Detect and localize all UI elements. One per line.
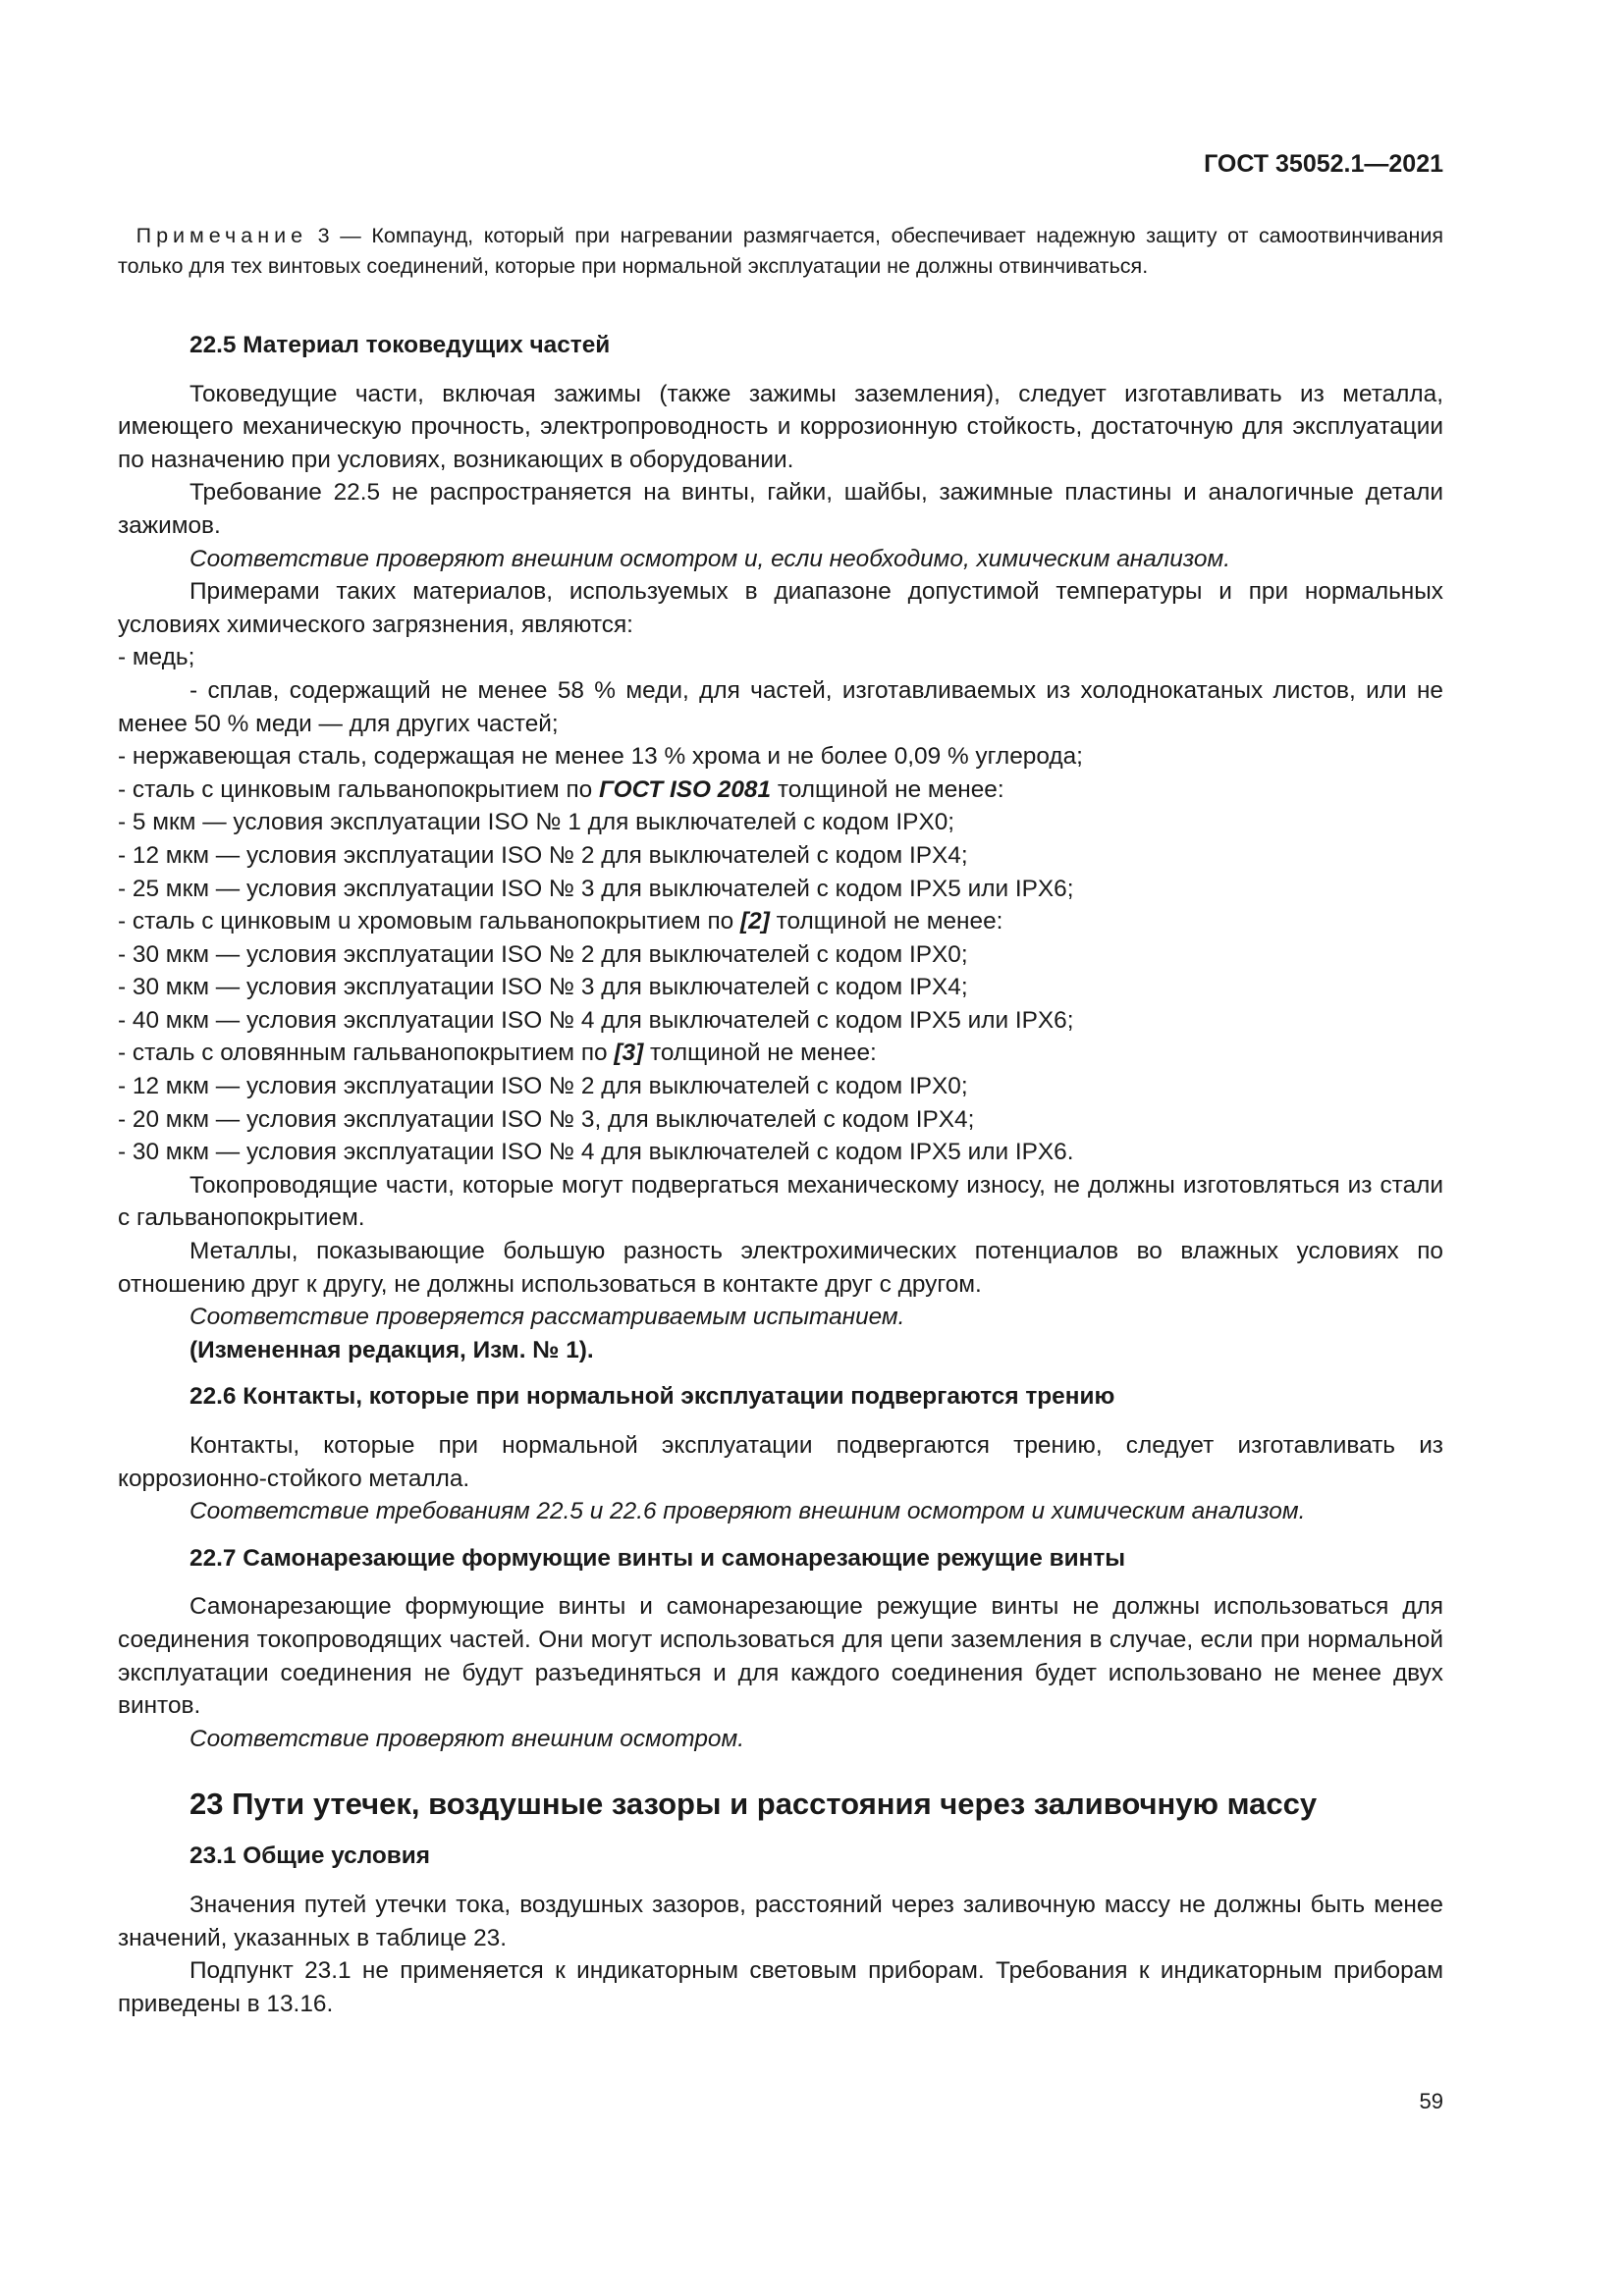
paragraph: Требование 22.5 не распространяется на винты, гайки, шайбы, зажимные пластины и аналогичные детали зажимов.: [118, 479, 1443, 539]
sub-list-item: - 30 мкм — условия эксплуатации ISO № 4 для выключателей с кодом IPX5 или IPX6.: [118, 1139, 1074, 1166]
paragraph: Значения путей утечки тока, воздушных зазоров, расстояний через заливочную массу не должны быть менее значений, указанных в таблице 23.: [118, 1891, 1443, 1951]
section-22-5-title: 22.5 Материал токоведущих частей: [189, 332, 611, 358]
amendment-note: (Измененная редакция, Изм. № 1).: [189, 1336, 594, 1363]
section-23-title: 23 Пути утечек, воздушные зазоры и расстояния через заливочную массу: [189, 1787, 1318, 1822]
sub-list-item: - 30 мкм — условия эксплуатации ISO № 2 для выключателей с кодом IPX0;: [118, 940, 968, 968]
paragraph: Токоведущие части, включая зажимы (также зажимы заземления), следует изготавливать из металла, имеющего механическую прочность, электропроводность и коррозионную стойкость, достаточную для эксплуатации по назначению при условиях, возникающих в оборудовании.: [118, 380, 1443, 473]
standard-header: ГОСТ 35052.1—2021: [1204, 150, 1443, 178]
compliance-note: Соответствие проверяют внешним осмотром и, если необходимо, химическим анализом.: [189, 545, 1230, 572]
page-number: 59: [1419, 2089, 1443, 2113]
paragraph: Примерами таких материалов, используемых в диапазоне допустимой температуры и при нормальных условиях химического загрязнения, являются:: [118, 578, 1443, 638]
compliance-note: Соответствие требованиям 22.5 и 22.6 проверяют внешним осмотром и химическим анализом.: [189, 1498, 1306, 1525]
sub-list-item: - 12 мкм — условия эксплуатации ISO № 2 для выключателей с кодом IPX0;: [118, 1073, 968, 1100]
reference-link: [2]: [740, 908, 770, 935]
note-text: 3 — Компаунд, который при нагревании размягчается, обеспечивает надежную защиту от самоотвинчивания только для тех винтовых соединений, которые при нормальной эксплуатации не должны отвинчиваться.: [118, 224, 1443, 278]
sub-list-item: - 12 мкм — условия эксплуатации ISO № 2 для выключателей с кодом IPX4;: [118, 841, 968, 869]
paragraph: Токопроводящие части, которые могут подвергаться механическому износу, не должны изготовляться из стали с гальванопокрытием.: [118, 1171, 1443, 1232]
reference-link: ГОСТ ISO 2081: [599, 775, 772, 803]
reference-link: [3]: [614, 1040, 644, 1067]
list-item: - сталь с цинковым гальванопокрытием по ГОСТ ISO 2081 толщиной не менее:: [118, 775, 1004, 803]
list-item: - медь;: [118, 644, 195, 671]
sub-list-item: - 5 мкм — условия эксплуатации ISO № 1 для выключателей с кодом IPX0;: [118, 809, 955, 836]
section-22-7-title: 22.7 Самонарезающие формующие винты и самонарезающие режущие винты: [189, 1544, 1126, 1572]
list-item: - сталь с оловянным гальванопокрытием по [3] толщиной не менее:: [118, 1040, 877, 1067]
section-22-6-title: 22.6 Контакты, которые при нормальной эксплуатации подвергаются трению: [189, 1383, 1115, 1411]
sub-list-item: - 30 мкм — условия эксплуатации ISO № 3 для выключателей с кодом IPX4;: [118, 974, 968, 1001]
paragraph: Контакты, которые при нормальной эксплуатации подвергаются трению, следует изготавливать из коррозионно-стойкого металла.: [118, 1432, 1443, 1492]
compliance-note: Соответствие проверяют внешним осмотром.: [189, 1725, 744, 1752]
main-content: [118, 329, 1443, 2020]
sub-list-item: - 25 мкм — условия эксплуатации ISO № 3 для выключателей с кодом IPX5 или IPX6;: [118, 875, 1074, 902]
list-item: - сплав, содержащий не менее 58 % меди, для частей, изготавливаемых из холоднокатаных листов, или не менее 50 % меди — для других частей;: [118, 676, 1443, 737]
paragraph: Металлы, показывающие большую разность электрохимических потенциалов во влажных условиях по отношению друг к другу, не должны использоваться в контакте друг с другом.: [118, 1238, 1443, 1298]
list-item: - нержавеющая сталь, содержащая не менее 13 % хрома и не более 0,09 % углерода;: [118, 743, 1083, 771]
sub-list-item: - 40 мкм — условия эксплуатации ISO № 4 для выключателей с кодом IPX5 или IPX6;: [118, 1006, 1074, 1034]
compliance-note: Соответствие проверяется рассматриваемым испытанием.: [189, 1304, 905, 1331]
note-label: Примечание: [135, 224, 308, 247]
note-3: [118, 221, 1443, 282]
list-item: - сталь с цинковым u хромовым гальванопокрытием по [2] толщиной не менее:: [118, 908, 1003, 935]
paragraph: Подпункт 23.1 не применяется к индикаторным световым приборам. Требования к индикаторным приборам приведены в 13.16.: [118, 1957, 1443, 2017]
section-23-1-title: 23.1 Общие условия: [189, 1842, 431, 1870]
paragraph: Самонарезающие формующие винты и самонарезающие режущие винты не должны использоваться для соединения токопроводящих частей. Они могут использоваться для цепи заземления в случае, если при нормальной эксплуатации соединения не будут разъединяться и для каждого соединения будет использовано не менее двух винтов.: [118, 1593, 1443, 1720]
sub-list-item: - 20 мкм — условия эксплуатации ISO № 3, для выключателей с кодом IPX4;: [118, 1105, 975, 1133]
